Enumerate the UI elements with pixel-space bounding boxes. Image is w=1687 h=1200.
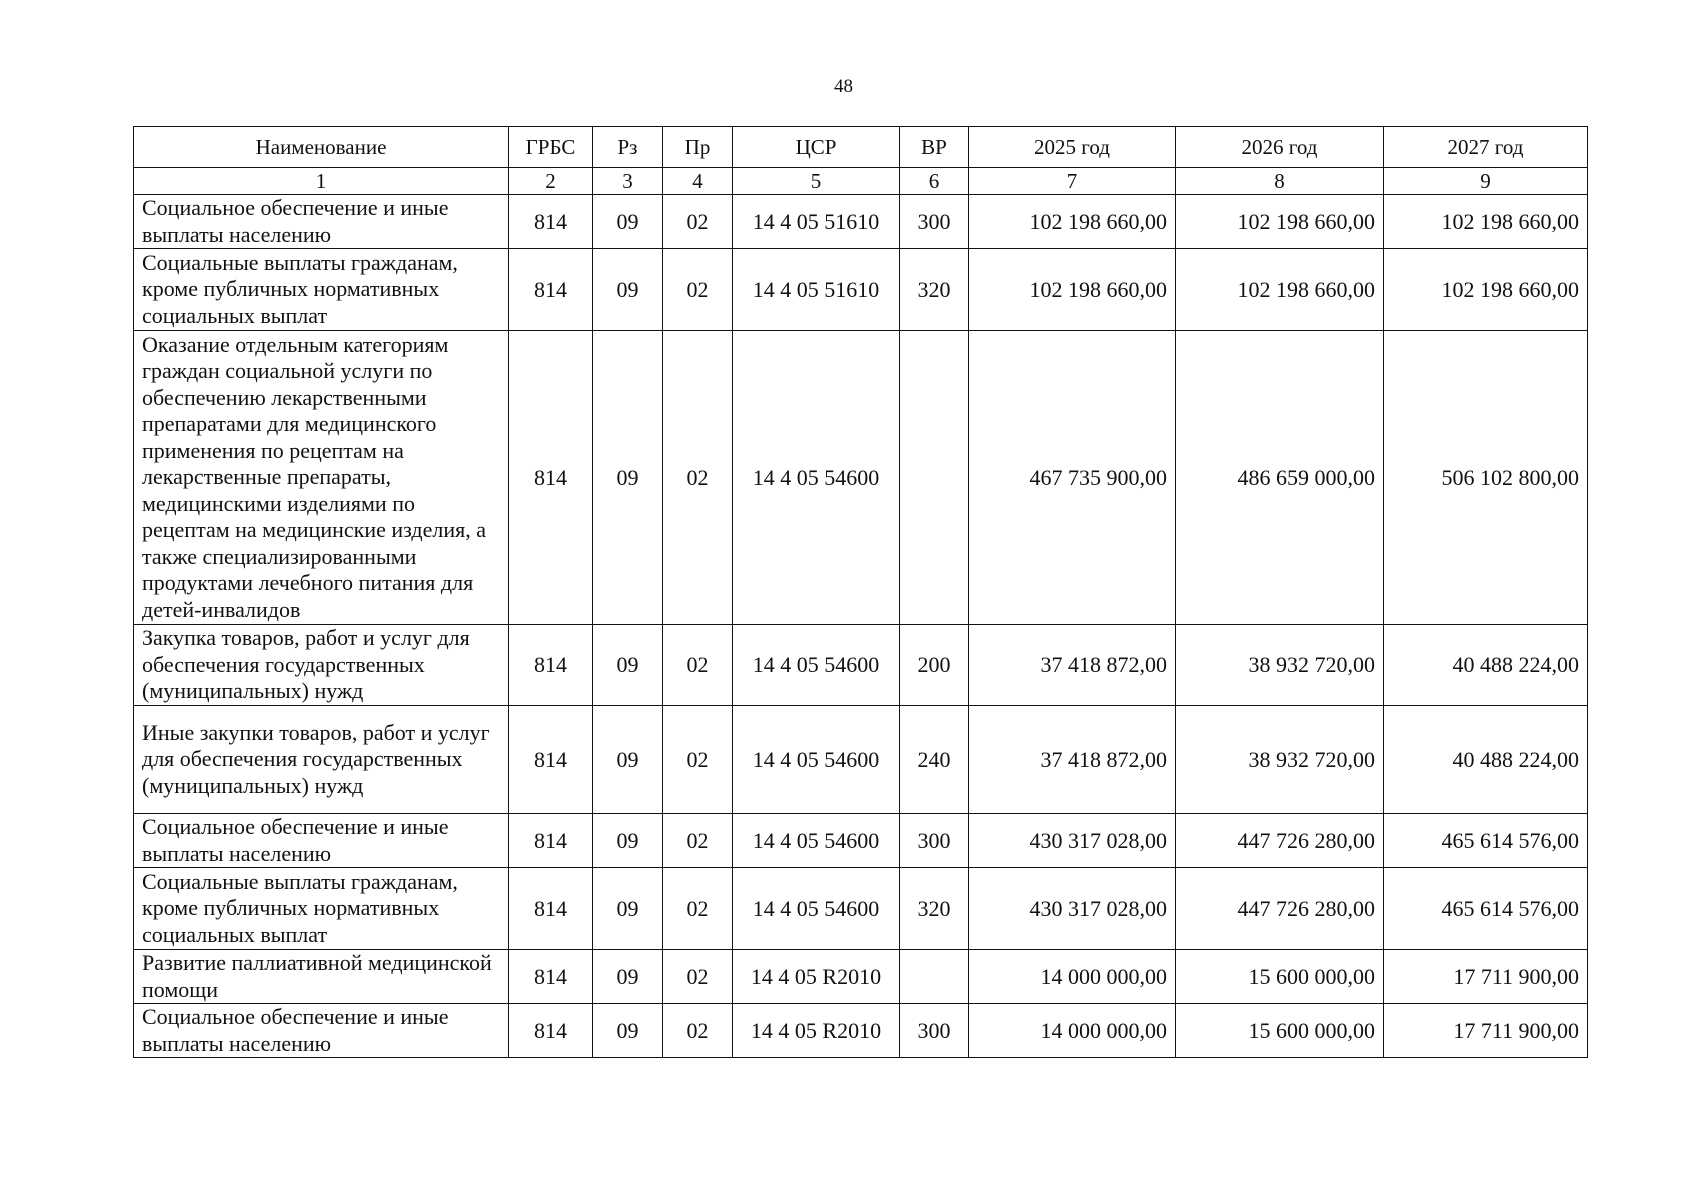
row-rz: 09	[593, 195, 663, 249]
column-number: 5	[733, 168, 900, 195]
row-grbs: 814	[509, 249, 593, 331]
row-pr: 02	[663, 331, 733, 625]
budget-table	[133, 126, 1588, 1058]
table-row	[134, 331, 1588, 625]
table-row	[134, 1004, 1588, 1058]
table-row	[134, 249, 1588, 331]
row-amount-2027: 465 614 576,00	[1384, 868, 1588, 950]
row-amount-2025: 37 418 872,00	[969, 706, 1176, 814]
header-rz: Рз	[593, 127, 663, 168]
row-amount-2027: 102 198 660,00	[1384, 249, 1588, 331]
column-number: 6	[900, 168, 969, 195]
row-vr: 240	[900, 706, 969, 814]
row-amount-2026: 38 932 720,00	[1176, 706, 1384, 814]
column-number-row	[134, 168, 1588, 195]
row-pr: 02	[663, 706, 733, 814]
row-pr: 02	[663, 625, 733, 706]
row-amount-2025: 430 317 028,00	[969, 814, 1176, 868]
row-name: Социальное обеспечение и иные выплаты населению	[134, 1004, 509, 1058]
row-rz: 09	[593, 814, 663, 868]
row-amount-2025: 102 198 660,00	[969, 195, 1176, 249]
row-amount-2026: 38 932 720,00	[1176, 625, 1384, 706]
header-2026: 2026 год	[1176, 127, 1384, 168]
header-pr: Пр	[663, 127, 733, 168]
header-csr: ЦСР	[733, 127, 900, 168]
row-name: Иные закупки товаров, работ и услуг для обеспечения государственных (муниципальных) нужд	[134, 706, 509, 814]
row-amount-2025: 430 317 028,00	[969, 868, 1176, 950]
table-row	[134, 868, 1588, 950]
row-amount-2025: 14 000 000,00	[969, 950, 1176, 1004]
row-csr: 14 4 05 54600	[733, 331, 900, 625]
row-pr: 02	[663, 950, 733, 1004]
table-row	[134, 625, 1588, 706]
row-grbs: 814	[509, 706, 593, 814]
row-amount-2026: 102 198 660,00	[1176, 249, 1384, 331]
column-number: 8	[1176, 168, 1384, 195]
table-row	[134, 814, 1588, 868]
row-csr: 14 4 05 54600	[733, 625, 900, 706]
row-vr: 320	[900, 868, 969, 950]
row-amount-2027: 506 102 800,00	[1384, 331, 1588, 625]
row-rz: 09	[593, 950, 663, 1004]
row-pr: 02	[663, 195, 733, 249]
row-rz: 09	[593, 331, 663, 625]
row-name: Социальные выплаты гражданам, кроме публичных нормативных социальных выплат	[134, 868, 509, 950]
header-vr: ВР	[900, 127, 969, 168]
row-vr: 320	[900, 249, 969, 331]
row-amount-2027: 17 711 900,00	[1384, 1004, 1588, 1058]
row-csr: 14 4 05 54600	[733, 706, 900, 814]
table-row	[134, 195, 1588, 249]
row-name: Оказание отдельным категориям граждан социальной услуги по обеспечению лекарственными препаратами для медицинского применения по рецептам на лекарственные препараты, медицинскими изделиями по рецептам на медицинские изделия, а также специализированными продуктами лечебного питания для детей-инвалидов	[134, 331, 509, 625]
row-rz: 09	[593, 868, 663, 950]
column-number: 2	[509, 168, 593, 195]
row-vr	[900, 950, 969, 1004]
row-name: Социальное обеспечение и иные выплаты населению	[134, 195, 509, 249]
row-amount-2025: 37 418 872,00	[969, 625, 1176, 706]
row-rz: 09	[593, 249, 663, 331]
row-csr: 14 4 05 54600	[733, 868, 900, 950]
row-grbs: 814	[509, 814, 593, 868]
row-csr: 14 4 05 51610	[733, 195, 900, 249]
row-vr: 300	[900, 814, 969, 868]
row-amount-2026: 15 600 000,00	[1176, 950, 1384, 1004]
row-amount-2025: 467 735 900,00	[969, 331, 1176, 625]
column-number: 3	[593, 168, 663, 195]
row-rz: 09	[593, 706, 663, 814]
row-amount-2025: 14 000 000,00	[969, 1004, 1176, 1058]
row-amount-2026: 486 659 000,00	[1176, 331, 1384, 625]
row-grbs: 814	[509, 625, 593, 706]
row-pr: 02	[663, 814, 733, 868]
row-pr: 02	[663, 868, 733, 950]
row-csr: 14 4 05 R2010	[733, 950, 900, 1004]
column-number: 1	[134, 168, 509, 195]
column-number: 9	[1384, 168, 1588, 195]
row-amount-2027: 40 488 224,00	[1384, 625, 1588, 706]
table-row	[134, 706, 1588, 814]
table-row	[134, 950, 1588, 1004]
row-grbs: 814	[509, 868, 593, 950]
row-vr: 200	[900, 625, 969, 706]
row-amount-2026: 102 198 660,00	[1176, 195, 1384, 249]
row-grbs: 814	[509, 195, 593, 249]
row-amount-2025: 102 198 660,00	[969, 249, 1176, 331]
header-2025: 2025 год	[969, 127, 1176, 168]
row-vr: 300	[900, 195, 969, 249]
row-name: Развитие паллиативной медицинской помощи	[134, 950, 509, 1004]
row-rz: 09	[593, 625, 663, 706]
row-name: Закупка товаров, работ и услуг для обеспечения государственных (муниципальных) нужд	[134, 625, 509, 706]
row-grbs: 814	[509, 331, 593, 625]
row-grbs: 814	[509, 1004, 593, 1058]
header-2027: 2027 год	[1384, 127, 1588, 168]
header-name: Наименование	[134, 127, 509, 168]
row-vr: 300	[900, 1004, 969, 1058]
row-name: Социальные выплаты гражданам, кроме публичных нормативных социальных выплат	[134, 249, 509, 331]
row-csr: 14 4 05 R2010	[733, 1004, 900, 1058]
row-amount-2027: 40 488 224,00	[1384, 706, 1588, 814]
row-csr: 14 4 05 54600	[733, 814, 900, 868]
row-amount-2026: 447 726 280,00	[1176, 868, 1384, 950]
row-amount-2027: 465 614 576,00	[1384, 814, 1588, 868]
column-number: 7	[969, 168, 1176, 195]
row-pr: 02	[663, 249, 733, 331]
header-row	[134, 127, 1588, 168]
column-number: 4	[663, 168, 733, 195]
row-name: Социальное обеспечение и иные выплаты населению	[134, 814, 509, 868]
row-vr	[900, 331, 969, 625]
row-rz: 09	[593, 1004, 663, 1058]
row-amount-2026: 447 726 280,00	[1176, 814, 1384, 868]
page-number: 48	[834, 76, 853, 97]
row-amount-2026: 15 600 000,00	[1176, 1004, 1384, 1058]
row-pr: 02	[663, 1004, 733, 1058]
row-grbs: 814	[509, 950, 593, 1004]
row-amount-2027: 17 711 900,00	[1384, 950, 1588, 1004]
row-csr: 14 4 05 51610	[733, 249, 900, 331]
row-amount-2027: 102 198 660,00	[1384, 195, 1588, 249]
header-grbs: ГРБС	[509, 127, 593, 168]
